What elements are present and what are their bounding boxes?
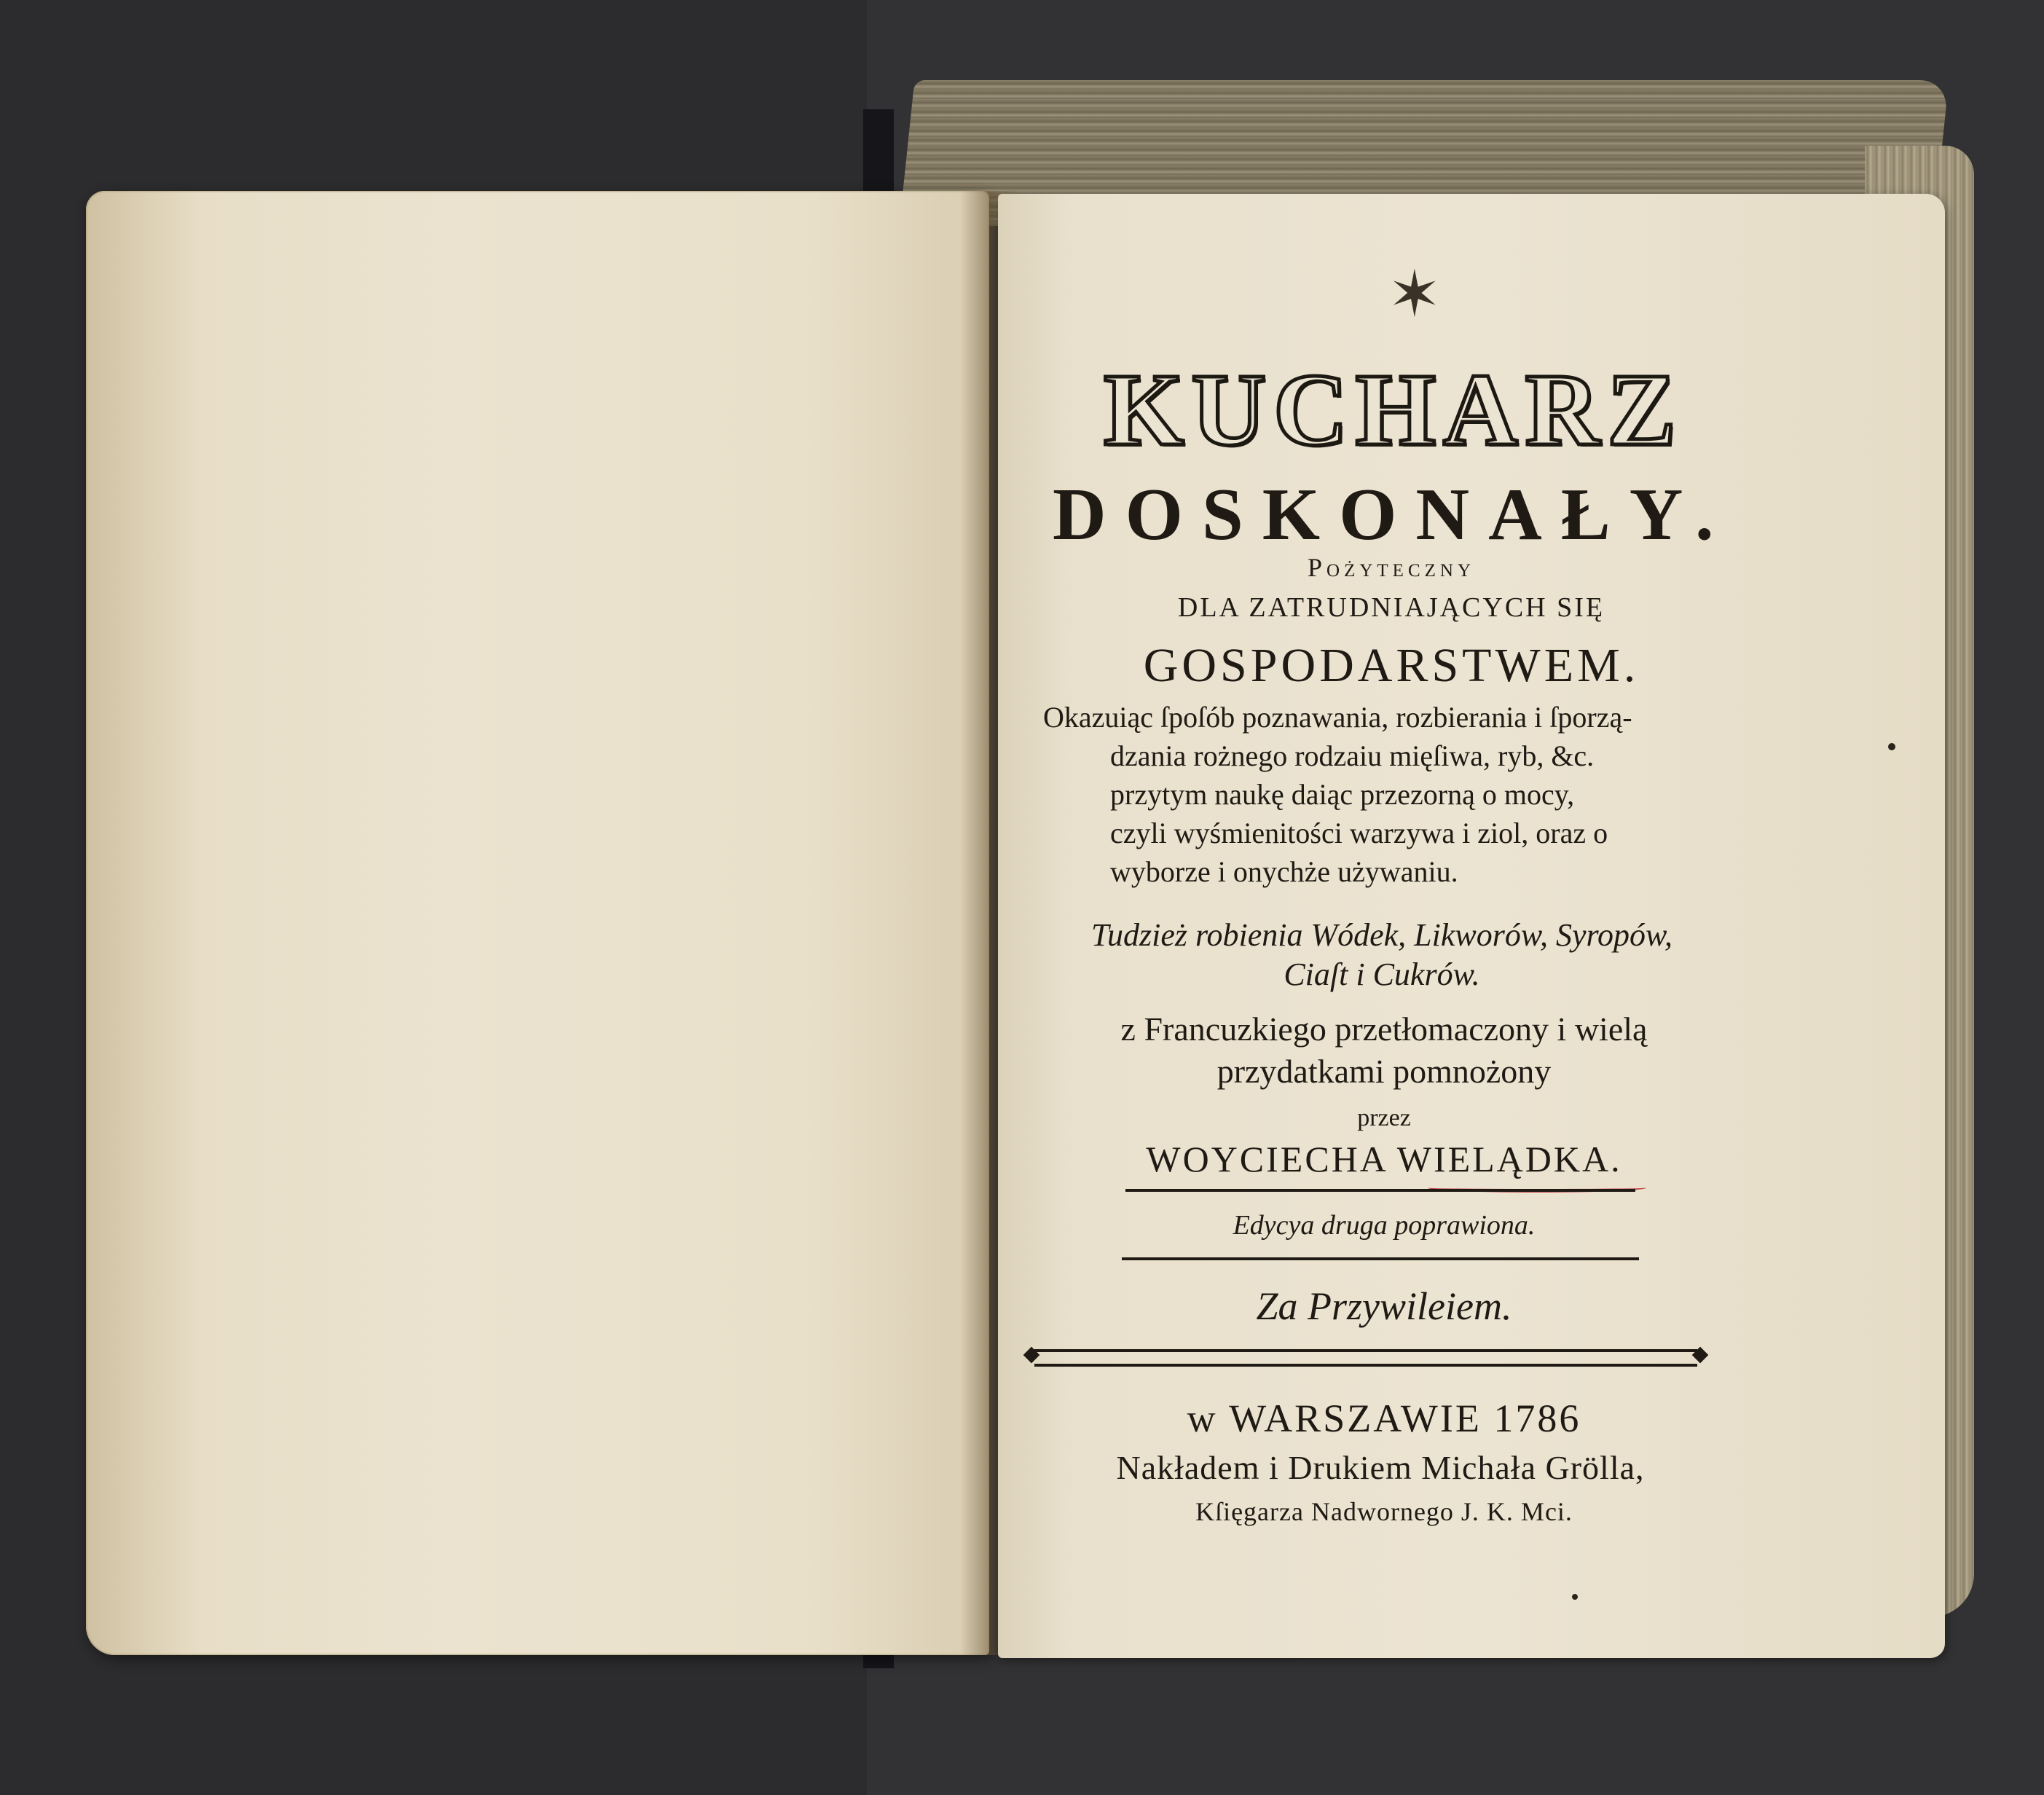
line-pozyteczny: Pożyteczny bbox=[1308, 553, 1475, 582]
description-paragraph bbox=[1043, 698, 1721, 891]
left-page-aged-edge bbox=[86, 191, 203, 1655]
line-z-francuzkiego: z Francuzkiego przetłomaczony i wielą bbox=[1120, 1010, 1648, 1048]
line-dla: DLA ZATRUDNIAJĄCYCH SIĘ bbox=[1177, 592, 1605, 623]
book-subtitle: DOSKONAŁY. bbox=[1053, 474, 1733, 556]
description-line: wyborze i onychże używaniu. bbox=[1110, 855, 1458, 888]
place-year: w WARSZAWIE 1786 bbox=[1187, 1397, 1581, 1440]
description-line: przytym naukę daiąc przezorną o mocy, bbox=[1110, 778, 1575, 811]
line-tudziez: Tudzież robienia Wódek, Likworów, Syropów, bbox=[1090, 917, 1673, 953]
description-line: czyli wyśmienitości warzywa i ziol, oraz o bbox=[1110, 817, 1608, 849]
ornamental-rule bbox=[1034, 1349, 1697, 1367]
book-title: KUCHARZ bbox=[1104, 352, 1683, 467]
description-line: Okazuiąc ſpoſób poznawania, rozbierania i ſporzą- bbox=[1043, 701, 1632, 734]
line-gospodarstwem: GOSPODARSTWEM. bbox=[1143, 639, 1640, 692]
author-name: WOYCIECHA WIELĄDKA. bbox=[1146, 1139, 1622, 1179]
rule-lower bbox=[1122, 1257, 1639, 1260]
bookseller-line: Kſięgarza Nadwornego J. K. Mci. bbox=[1195, 1497, 1573, 1526]
asterisk-mark: ✶ bbox=[1388, 256, 1442, 331]
left-page-blank bbox=[86, 191, 989, 1655]
line-ciast: Ciaſt i Cukrów. bbox=[1284, 957, 1480, 992]
description-line: dzania rożnego rodzaiu mięſiwa, ryb, &c. bbox=[1110, 739, 1595, 772]
ink-speck bbox=[1572, 1594, 1578, 1600]
publisher-line: Nakładem i Drukiem Michała Grölla, bbox=[1116, 1449, 1645, 1486]
rule-upper bbox=[1125, 1189, 1635, 1192]
line-przez: przez bbox=[1357, 1104, 1411, 1131]
ink-speck bbox=[1888, 743, 1895, 750]
edition-note: Edycya druga poprawiona. bbox=[1233, 1210, 1536, 1241]
line-przydatkami: przydatkami pomnożony bbox=[1216, 1053, 1552, 1090]
privilege-note: Za Przywileiem. bbox=[1256, 1284, 1512, 1328]
